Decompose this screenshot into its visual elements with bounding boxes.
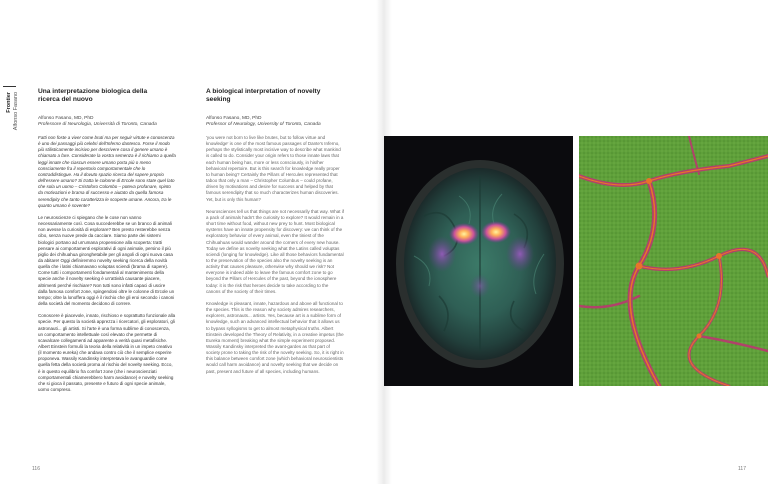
english-paragraph: Knowledge is pleasant, innate, hazardous and above all functional to the species. This is the reason why society admires researchers, explorers, astronauts... artists. Yes, because art is a sublime form of knowledge, such an advanced intellectual behavior that it allows us to bypass syllogisms to get to almost metaphysical truths. Albert Einstein developed the Theory of Relativity, in a creative impetus (the Eureka moment) breaking what the simple experiment proposed. Wassily Kandinsky interpreted the avant-gardes as that part of society prone to taking the risk of the novelty seeking. So, it is right in this balance between comfort zone (which behavioral neuroscientists would call harm avoidance) and novelty seeking that we decide on past, present and future of all species, including humans. — [206, 300, 344, 374]
section-marker — [3, 86, 16, 87]
running-head-author: Alfonso Fasano — [13, 92, 19, 131]
italian-title: Una interpretazione biologica della ricerca del nuovo — [38, 88, 148, 103]
english-affiliation: Professor of Neurology, University of Toronto, Canada — [206, 122, 321, 128]
english-title: A biological interpretation of novelty seeking — [206, 88, 321, 103]
english-body — [206, 135, 344, 381]
italian-body — [38, 135, 176, 399]
english-paragraph: Neurosciences tell us that things are not necessarily that way. What if a pack of animals hadn't the curiosity to explore? It would remain in a short time without food, without new prey to hunt. Most biological systems have an innate propensity for discovery: we can think of the exploratory behavior of every animal, even the tiniest of the Chihuahuas would wander around the corners of every new house. Today we define as novelty seeking what the Latins called voluptas sciendi (longing for knowledge). Like all those behaviors fundamental to the preservation of the species also the novelty seeking is an activity that causes pleasure, otherwise why should we risk? Not everyone is indeed able to leave the famous comfort zone to go beyond the Pillars of Hercules of the past, beyond the ionosphere today: it is the risk that heroes decide to take according to the canons of the society of their times. — [206, 208, 344, 294]
running-head — [6, 92, 19, 172]
micrograph-image — [579, 136, 768, 386]
english-paragraph: 'you were not born to live like brutes, but to follow virtue and knowledge' is one of the most famous passages of Dante's Inferno, perhaps the stylistically most incisive way to describe what mankind is called to do. Consider your origin refers to those innate laws that each human being has, more or less consciously, in his/her behavioral repertoire. But is this search for knowledge really proper to human being? Certainly the Pillars of Hercules represented that taboo that only a man – Christopher Columbus – could profane, driven by motivations and desire for success and helped by that famous serendipity that so much characterizes human discoveries. Yet, but is only this human? — [206, 135, 341, 202]
english-author-name: Alfonso Fasano, MD, PhD — [206, 116, 262, 121]
running-head-section: Frontier — [6, 92, 12, 113]
brain-scan-image — [384, 136, 573, 386]
page-number-left: 116 — [32, 466, 40, 472]
italian-affiliation: Professore di Neurologia, Università di Toronto, Canada — [38, 122, 157, 128]
italian-author-name: Alfonso Fasano, MD, PhD — [38, 116, 94, 121]
page-number-right: 117 — [738, 466, 746, 472]
english-byline — [206, 116, 366, 129]
italian-byline — [38, 116, 198, 129]
italian-paragraph: Conoscere è piacevole, innato, rischioso e soprattutto funzionale alla specie. Per questo la società apprezza i ricercatori, gli esploratori, gli astronauti... gli artisti. Si l'arte è una forma sublime di conoscenza, un comportamento intellettuale così elevato che permette di scavalcare collegamenti ad apparente a verità quasi metafisiche. Albert Einstein formulò la teoria della relatività in un impeto creativo (il momento eureka) che andava contro ciò che il semplice esperire proponeva. Wassily Kandinsky interpretava le avanguardie come quella fetta della società proma al rischio del novelty seeking. Ecco, è in questo equilibrio fra comfort zone (che i neuroscienziati comportamentali chiamerebbero harm avoidance) e novelty seeking che si gioca il passato, presente e futuro di ogni specie animale, uomo compreso. — [38, 313, 176, 393]
italian-paragraph: Le neuroscienze ci spiegano che le cose non vanno necessariamente così. Cosa succederebbe se un branco di animali non avesse la curiosità di esplorare? Ben presto resterebbe senza cibo, senza nuove prede da cacciare. Siamo parte dei sistemi biologici portano ad un'umana propensione alla scoperta: tratti pensare ai comportamenti esplorativi di ogni animale, persino il più piglio dei chihuahua gironghetabile per gli angoli di ogni nuova casa da abitare! Oggi definiremmo novelty seeking ricerca della novità quella che i latini chiamavano voluptas sciendi (brama di sapere). Come tutti i comportamenti fondamentali al mantenimento della specie anche il novelty seeking è un'attività causante piacere, altrimenti perché rischiare? Non tutti sono infatti capaci di uscire dalla famosa comfort zone, spingendosi oltre le colonne di Ercole un tempo; oltre la lonoffera oggi è il rischio che gli eroi secondo i canoni della società del momento decidono di correre. — [38, 214, 175, 307]
italian-paragraph: Fatti non foste a viver come bruti ma per seguir virtute e conoscenza è uno dei passaggi più celebri dell'Inferno dantesco. Forse il modo più stilisticamente incisivo per descrivere cosa il genere umano è chiamato a fare. Considerate la vostra semenza è il richiamo a quella leggi innate che ciascun essere umano porta più o meno consciamente fra il repertorio comportamentale che lo contraddistingue. Ha il dovuto spazio ricerca del sapere proprio dell'essere umano? Si tratta le colonne di Ercole sono state quel lato che sola un uomo – Cristoforo Colombo – poteva profanare, spinto da motivazioni e brama di successo e aiutato da quella famosa serendipity che tanto caratterizza le scoperte umane. Ancora, tra le quanto umano è sovente? — [38, 135, 176, 208]
